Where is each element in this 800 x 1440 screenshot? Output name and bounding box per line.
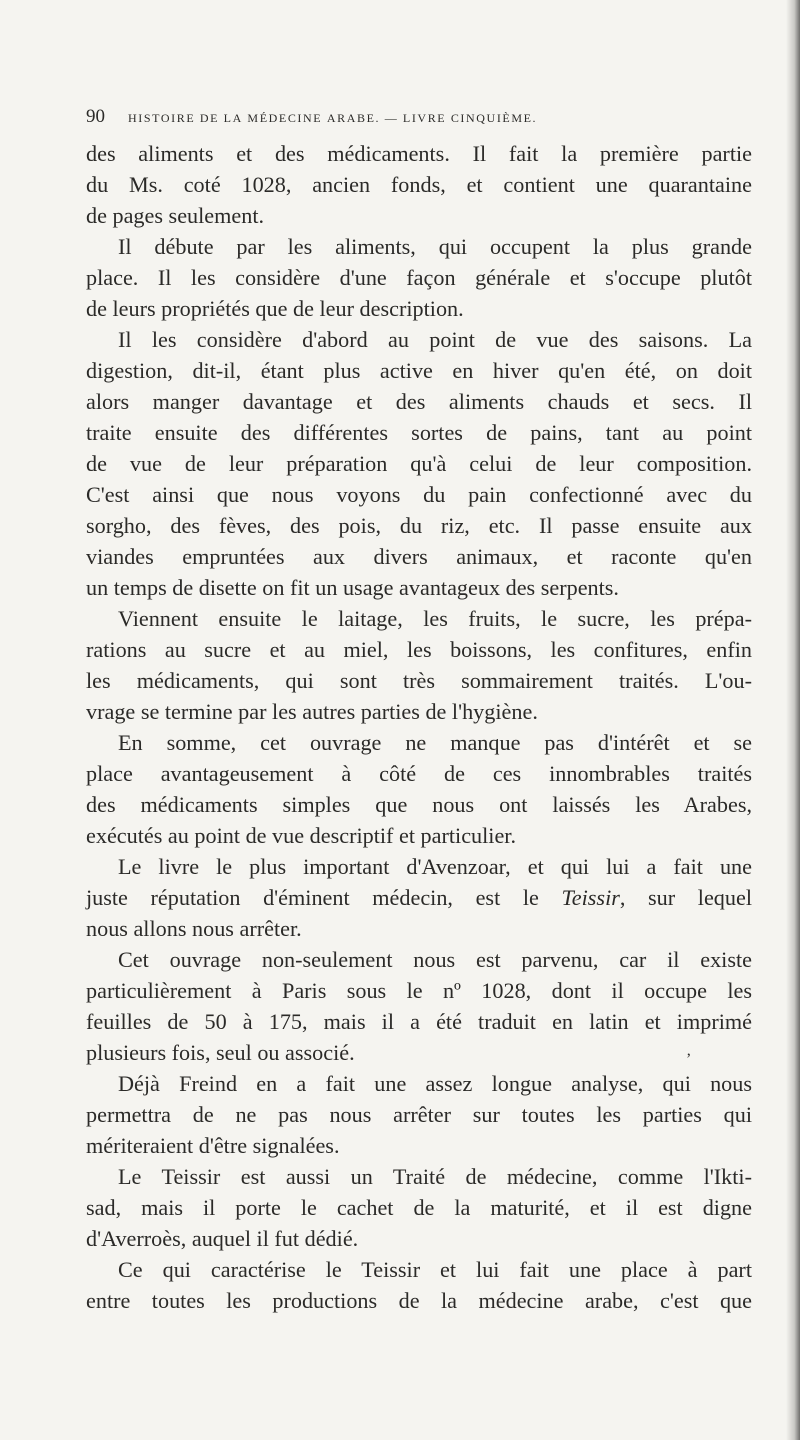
text-line: feuilles de 50 à 175, mais il a été traduit en latin et imprimé	[86, 1009, 752, 1034]
text-line: rations au sucre et au miel, les boissons, les confitures, enfin	[86, 637, 752, 662]
text-line: vrage se termine par les autres parties de l'hygiène.	[86, 699, 538, 724]
text-line: de vue de leur préparation qu'à celui de leur composition.	[86, 451, 752, 476]
text-line: entre toutes les productions de la médecine arabe, c'est que	[86, 1288, 752, 1313]
text-line: Cet ouvrage non-seulement nous est parvenu, car il existe	[118, 947, 752, 972]
text-line: de pages seulement.	[86, 203, 265, 228]
text-line: place avantageusement à côté de ces innombrables traités	[86, 761, 752, 786]
text-line: sorgho, des fèves, des pois, du riz, etc. Il passe ensuite aux	[86, 513, 752, 538]
text-line: En somme, cet ouvrage ne manque pas d'intérêt et se	[118, 730, 752, 755]
text-line: Le livre le plus important d'Avenzoar, et qui lui a fait une	[118, 854, 752, 879]
text-line: Le Teissir est aussi un Traité de médecine, comme l'Ikti-	[118, 1164, 752, 1189]
text-line: Il débute par les aliments, qui occupent la plus grande	[118, 234, 752, 259]
text-line: les médicaments, qui sont très sommairement traités. L'ou-	[86, 668, 752, 693]
text-line: des aliments et des médicaments. Il fait la première partie	[86, 141, 752, 166]
text-line: exécutés au point de vue descriptif et particulier.	[86, 823, 517, 848]
print-mark: ʼ	[686, 1051, 692, 1068]
text-line: alors manger davantage et des aliments chauds et secs. Il	[86, 389, 752, 414]
body-text	[86, 138, 752, 1316]
text-line: Déjà Freind en a fait une assez longue analyse, qui nous	[118, 1071, 752, 1096]
text-line: de leurs propriétés que de leur description.	[86, 296, 464, 321]
book-spine-shadow	[786, 0, 800, 1440]
text-line: un temps de disette on fit un usage avantageux des serpents.	[86, 575, 619, 600]
text-line: particulièrement à Paris sous le nº 1028, dont il occupe les	[86, 978, 752, 1003]
text-line: Ce qui caractérise le Teissir et lui fait une place à part	[118, 1257, 752, 1282]
text-line: nous allons nous arrêter.	[86, 916, 302, 941]
text-line: mériteraient d'être signalées.	[86, 1133, 340, 1158]
text-line: d'Averroès, auquel il fut dédié.	[86, 1226, 359, 1251]
page-header	[86, 100, 746, 134]
text-line: du Ms. coté 1028, ancien fonds, et contient une quarantaine	[86, 172, 752, 197]
text-line: traite ensuite des différentes sortes de pains, tant au point	[86, 420, 752, 445]
text-line: Viennent ensuite le laitage, les fruits, le sucre, les prépa-	[118, 606, 752, 631]
text-line: viandes empruntées aux divers animaux, et raconte qu'en	[86, 544, 752, 569]
text-line: des médicaments simples que nous ont laissés les Arabes,	[86, 792, 752, 817]
text-line: juste réputation d'éminent médecin, est le Teissir, sur lequel	[86, 885, 752, 910]
running-title: histoire de la médecine arabe. — livre cinquième.	[128, 107, 538, 126]
text-line: Il les considère d'abord au point de vue des saisons. La	[118, 327, 752, 352]
text-line: plusieurs fois, seul ou associé.	[86, 1040, 355, 1065]
text-line: place. Il les considère d'une façon générale et s'occupe plutôt	[86, 265, 752, 290]
text-line: C'est ainsi que nous voyons du pain confectionné avec du	[86, 482, 752, 507]
text-line: sad, mais il porte le cachet de la maturité, et il est digne	[86, 1195, 752, 1220]
page-number: 90	[86, 106, 105, 127]
title-teissir: Teissir	[561, 885, 620, 910]
text-line: digestion, dit-il, étant plus active en hiver qu'en été, on doit	[86, 358, 752, 383]
text-line: permettra de ne pas nous arrêter sur toutes les parties qui	[86, 1102, 752, 1127]
